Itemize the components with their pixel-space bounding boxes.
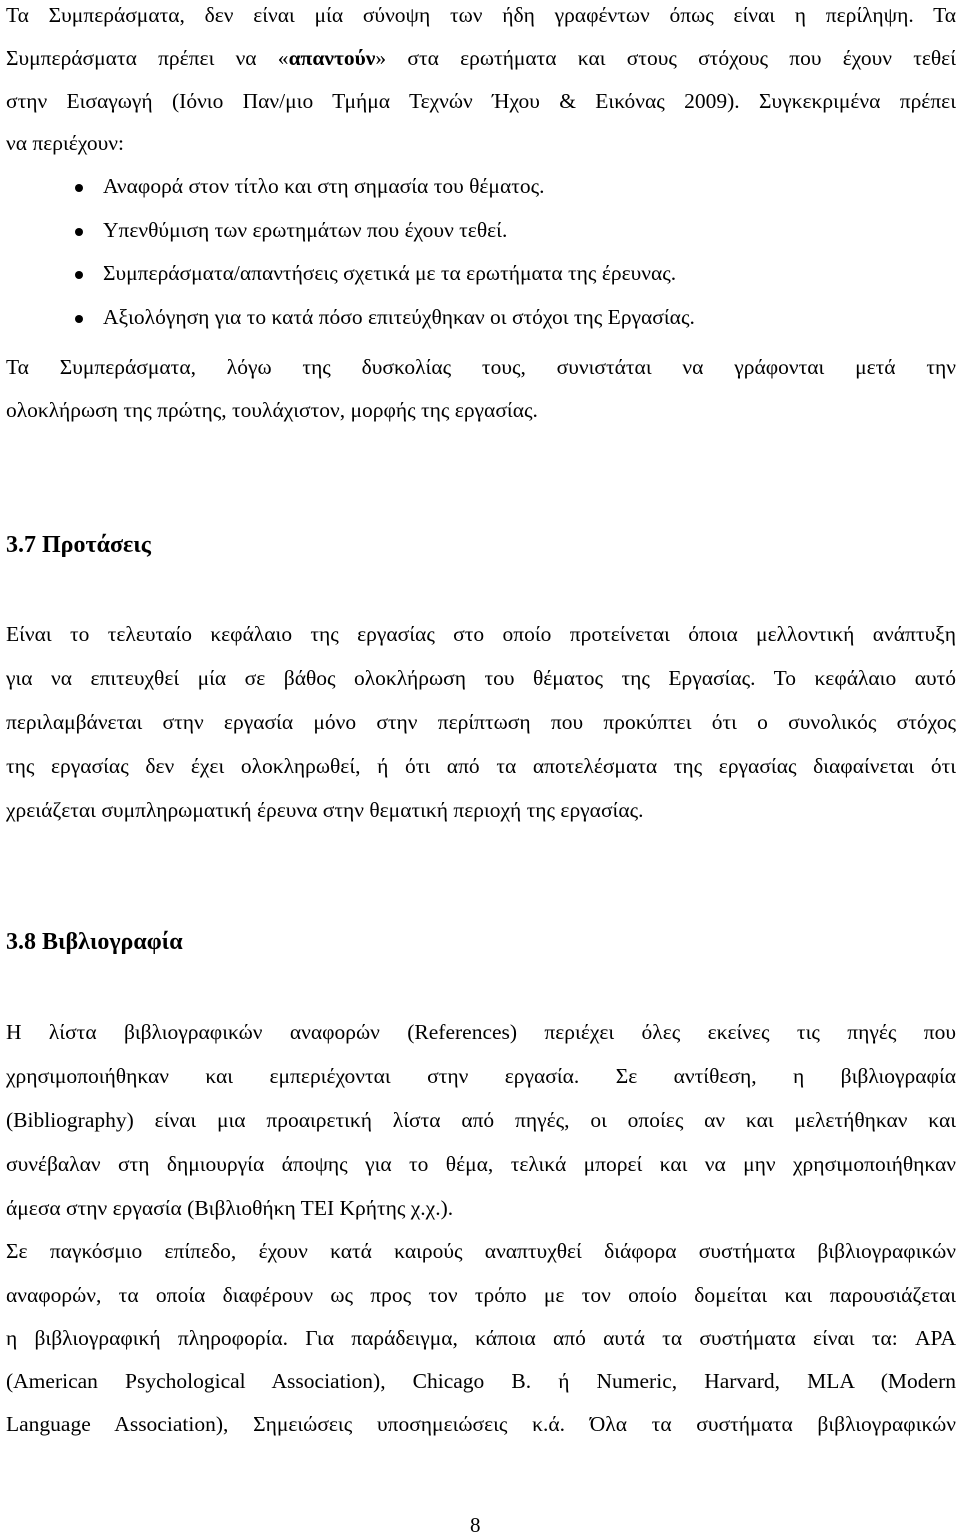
bibliography-line: (American Psychological Association), Chicago B. ή Numeric, Harvard, MLA (Modern [6, 1369, 956, 1393]
conclusions-line-1: Τα Συμπεράσματα, δεν είναι μία σύνοψη των ήδη γραφέντων όπως είναι η περίληψη. Τα [6, 3, 956, 27]
section-heading-bibliography: 3.8 Βιβλιογραφία [6, 929, 183, 955]
bullet-icon [75, 315, 83, 323]
section-heading-proposals: 3.7 Προτάσεις [6, 532, 151, 558]
conclusions-line-3: στην Εισαγωγή (Ιόνιο Παν/μιο Τμήμα Τεχνών Ήχου & Εικόνας 2009). Συγκεκριμένα πρέπει [6, 89, 956, 113]
conclusions-line-2 [6, 43, 956, 73]
conclusions-line-4: να περιέχουν: [6, 131, 124, 155]
bibliography-line: η βιβλιογραφική πληροφορία. Για παράδειγμα, κάποια από αυτά τα συστήματα είναι τα: APA [6, 1326, 956, 1350]
conclusions-after-line-1: Τα Συμπεράσματα, λόγω της δυσκολίας τους, συνιστάται να γράφονται μετά την [6, 355, 956, 379]
proposals-line: περιλαμβάνεται στην εργασία μόνο στην περίπτωση που προκύπτει ότι ο συνολικός στόχος [6, 710, 956, 734]
proposals-line: της εργασίας δεν έχει ολοκληρωθεί, ή ότι από τα αποτελέσματα της εργασίας διαφαίνεται ότι [6, 754, 956, 778]
proposals-line: Είναι το τελευταίο κεφάλαιο της εργασίας στο οποίο προτείνεται όποια μελλοντική ανάπτυξη [6, 622, 956, 646]
proposals-line: χρειάζεται συμπληρωματική έρευνα στην θεματική περιοχή της εργασίας. [6, 798, 644, 822]
bibliography-line: συνέβαλαν στη δημιουργία άποψης για το θέμα, τελικά μπορεί και να μην χρησιμοποιήθηκαν [6, 1152, 956, 1176]
conclusions-emphasis: απαντούν [288, 46, 376, 70]
bullet-icon [75, 228, 83, 236]
bibliography-line: Η λίστα βιβλιογραφικών αναφορών (References) περιέχει όλες εκείνες τις πηγές που [6, 1020, 956, 1044]
bullet-item: Αναφορά στον τίτλο και στη σημασία του θέματος. [103, 174, 545, 198]
bullet-item: Υπενθύμιση των ερωτημάτων που έχουν τεθεί. [103, 218, 508, 242]
bullet-icon [75, 184, 83, 192]
bibliography-line: Σε παγκόσμιο επίπεδο, έχουν κατά καιρούς αναπτυχθεί διάφορα συστήματα βιβλιογραφικών [6, 1239, 956, 1263]
bullet-item: Αξιολόγηση για το κατά πόσο επιτεύχθηκαν οι στόχοι της Εργασίας. [103, 305, 695, 329]
conclusions-after-line-2: ολοκλήρωση της πρώτης, τουλάχιστον, μορφής της εργασίας. [6, 398, 538, 422]
proposals-line: για να επιτευχθεί μία σε βάθος ολοκλήρωση του θέματος της Εργασίας. Το κεφάλαιο αυτό [6, 666, 956, 690]
bibliography-line: άμεσα στην εργασία (Βιβλιοθήκη ΤΕΙ Κρήτης χ.χ.). [6, 1196, 454, 1220]
page-number: 8 [470, 1513, 481, 1537]
bibliography-line: Language Association), Σημειώσεις υποσημειώσεις κ.ά. Όλα τα συστήματα βιβλιογραφικών [6, 1412, 956, 1436]
bullet-icon [75, 271, 83, 279]
bibliography-line: χρησιμοποιήθηκαν και εμπεριέχονται στην εργασία. Σε αντίθεση, η βιβλιογραφία [6, 1064, 956, 1088]
bullet-item: Συμπεράσματα/απαντήσεις σχετικά με τα ερωτήματα της έρευνας. [103, 261, 677, 285]
conclusions-line-2-b: » στα ερωτήματα και στους στόχους που έχουν τεθεί [375, 46, 956, 70]
bibliography-line: (Bibliography) είναι μια προαιρετική λίστα από πηγές, οι οποίες αν και μελετήθηκαν και [6, 1108, 956, 1132]
bibliography-line: αναφορών, τα οποία διαφέρουν ως προς τον τρόπο με τον οποίο δομείται και παρουσιάζεται [6, 1283, 956, 1307]
conclusions-line-2-a: Συμπεράσματα πρέπει να « [6, 46, 289, 70]
